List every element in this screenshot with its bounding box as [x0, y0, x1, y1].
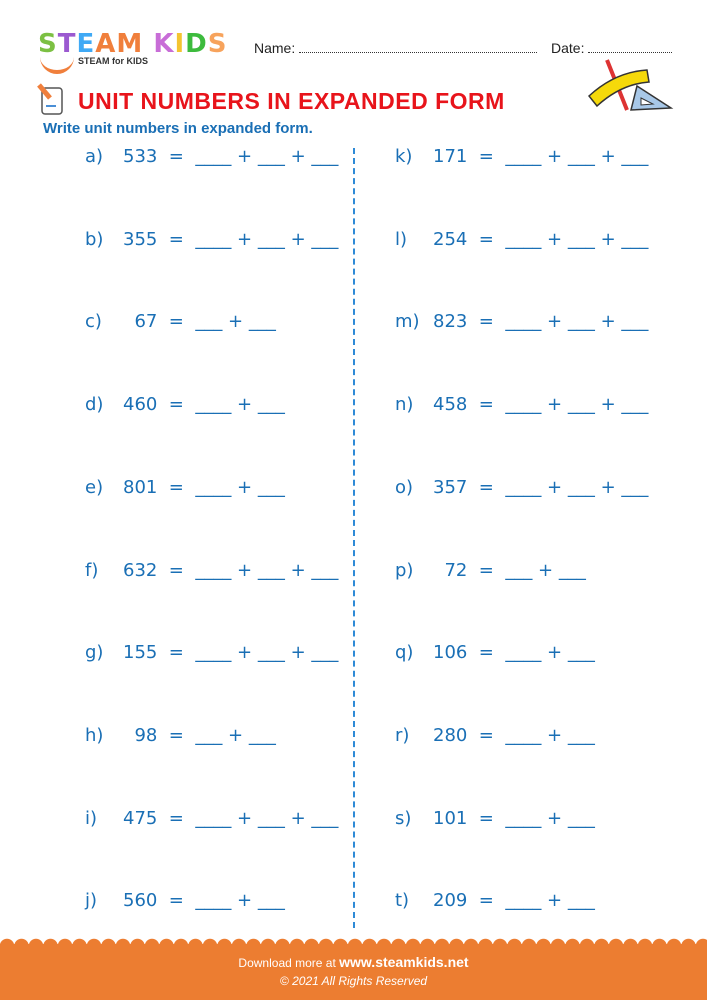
problem-label: n) — [395, 394, 414, 416]
problem-label: f) — [85, 559, 99, 581]
problem-expression[interactable]: 72 = ___ + ___ — [433, 559, 586, 581]
steam-kids-logo: STEAM KIDS STEAM for KIDS — [38, 30, 227, 58]
problem-expression[interactable]: 155 = ____ + ___ + ___ — [123, 642, 339, 664]
date-line[interactable] — [588, 40, 672, 53]
problem-expression[interactable]: 254 = ____ + ___ + ___ — [433, 228, 649, 250]
worksheet-title: UNIT NUMBERS IN EXPANDED FORM — [78, 88, 505, 114]
problem-expression[interactable]: 458 = ____ + ___ + ___ — [433, 394, 649, 416]
problem-item[interactable] — [395, 808, 595, 829]
problem-expression[interactable]: 171 = ____ + ___ + ___ — [433, 146, 649, 167]
problem-item[interactable] — [85, 311, 276, 332]
problem-item[interactable] — [85, 229, 338, 250]
problem-label: q) — [395, 642, 414, 664]
problem-label: h) — [85, 724, 104, 746]
problem-label: d) — [85, 394, 104, 416]
problem-label: j) — [85, 890, 98, 912]
problem-expression[interactable]: 533 = ____ + ___ + ___ — [123, 146, 339, 167]
website-link[interactable]: www.steamkids.net — [339, 954, 469, 970]
problem-label: g) — [85, 642, 104, 664]
problem-expression[interactable]: 209 = ____ + ___ — [433, 890, 595, 912]
problem-item[interactable] — [85, 560, 338, 581]
problem-expression[interactable]: 460 = ____ + ___ — [123, 394, 285, 416]
problem-expression[interactable]: 106 = ____ + ___ — [433, 642, 595, 664]
problem-expression[interactable]: 801 = ____ + ___ — [123, 476, 285, 498]
date-field[interactable] — [551, 40, 672, 56]
problem-item[interactable] — [395, 311, 648, 332]
problem-item[interactable] — [395, 642, 595, 663]
problem-label: i) — [85, 807, 98, 829]
problem-label: k) — [395, 146, 413, 167]
notepad-pencil-icon — [36, 82, 66, 116]
download-text: Download more at — [238, 956, 336, 970]
problem-label: o) — [395, 476, 414, 498]
problem-expression[interactable]: 67 = ___ + ___ — [123, 311, 276, 333]
problem-expression[interactable]: 98 = ___ + ___ — [123, 724, 276, 746]
problem-item[interactable] — [85, 394, 285, 415]
problem-label: e) — [85, 476, 104, 498]
problem-expression[interactable]: 357 = ____ + ___ + ___ — [433, 476, 649, 498]
problem-label: l) — [395, 228, 408, 250]
problem-item[interactable] — [395, 725, 595, 746]
problem-expression[interactable]: 632 = ____ + ___ + ___ — [123, 559, 339, 581]
problem-label: s) — [395, 807, 412, 829]
problem-item[interactable] — [395, 229, 648, 250]
problem-item[interactable] — [85, 642, 338, 663]
instructions: Write unit numbers in expanded form. — [43, 120, 313, 137]
problem-item[interactable] — [85, 477, 285, 498]
footer — [0, 944, 707, 1000]
date-label: Date: — [551, 40, 585, 56]
name-line[interactable] — [299, 40, 537, 53]
column-divider — [353, 148, 355, 928]
problem-label: m) — [395, 311, 420, 333]
problem-item[interactable] — [395, 146, 648, 167]
problem-label: b) — [85, 228, 104, 250]
ruler-set-square-icon — [585, 58, 675, 118]
problem-label: p) — [395, 559, 414, 581]
problem-item[interactable] — [395, 560, 586, 581]
problem-item[interactable] — [395, 477, 648, 498]
problem-item[interactable] — [395, 890, 595, 911]
problem-expression[interactable]: 101 = ____ + ___ — [433, 807, 595, 829]
name-label: Name: — [254, 40, 296, 56]
problem-label: c) — [85, 311, 102, 333]
logo-subtitle: STEAM for KIDS — [78, 56, 149, 66]
copyright: © 2021 All Rights Reserved — [279, 974, 428, 988]
problem-item[interactable] — [85, 725, 276, 746]
problem-expression[interactable]: 475 = ____ + ___ + ___ — [123, 807, 339, 829]
problem-item[interactable] — [395, 394, 648, 415]
problem-expression[interactable]: 280 = ____ + ___ — [433, 724, 595, 746]
problem-expression[interactable]: 823 = ____ + ___ + ___ — [433, 311, 649, 333]
problem-expression[interactable]: 355 = ____ + ___ + ___ — [123, 228, 339, 250]
name-field[interactable] — [254, 40, 537, 56]
problem-item[interactable] — [85, 146, 338, 167]
problem-item[interactable] — [85, 890, 285, 911]
problem-label: r) — [395, 724, 410, 746]
problem-label: t) — [395, 890, 410, 912]
problem-label: a) — [85, 146, 104, 167]
problem-expression[interactable]: 560 = ____ + ___ — [123, 890, 285, 912]
problem-item[interactable] — [85, 808, 338, 829]
